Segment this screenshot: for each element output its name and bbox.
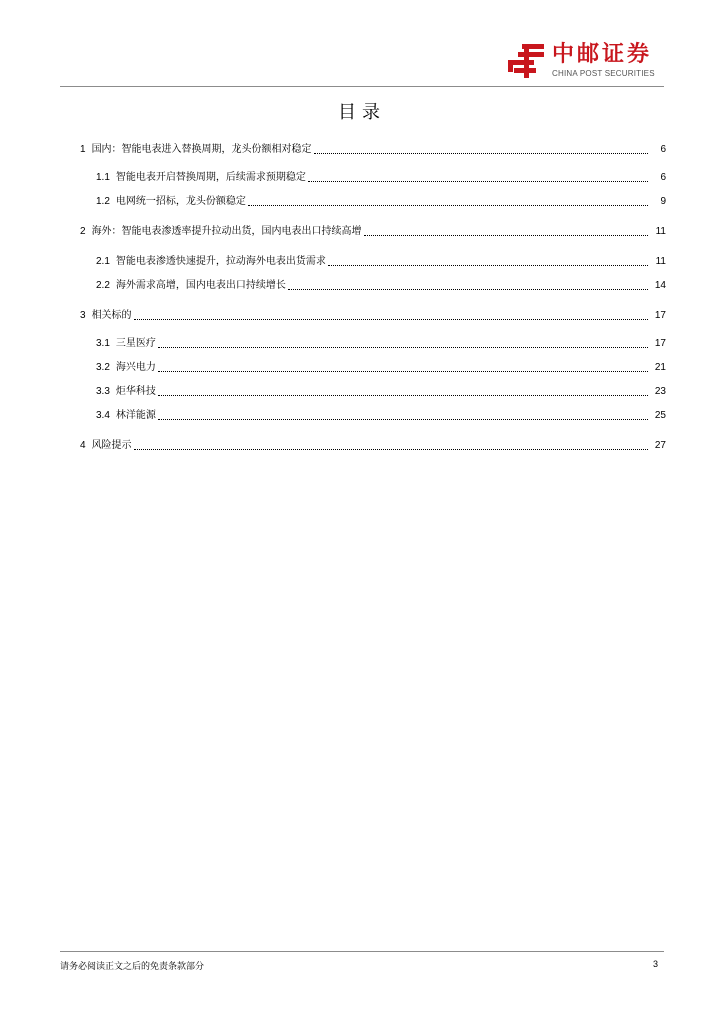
toc-entry[interactable] bbox=[80, 223, 666, 239]
toc-entry-page: 9 bbox=[660, 196, 666, 207]
toc-entry-number: 3.4 bbox=[96, 410, 110, 421]
toc-leader-dots bbox=[158, 394, 648, 396]
toc-entry[interactable] bbox=[96, 383, 666, 399]
toc-entry-number: 1.2 bbox=[96, 196, 110, 207]
toc-entry-number: 3.3 bbox=[96, 386, 110, 397]
page-number: 3 bbox=[652, 959, 658, 969]
toc-leader-dots bbox=[308, 180, 648, 182]
toc-entry-page: 17 bbox=[654, 310, 666, 321]
toc-entry-page: 17 bbox=[654, 338, 666, 349]
toc-title: 目录 bbox=[338, 102, 386, 123]
toc-entry-number: 3.2 bbox=[96, 362, 110, 373]
toc-entry[interactable] bbox=[96, 193, 666, 209]
toc-entry[interactable] bbox=[96, 359, 666, 375]
toc-entry[interactable] bbox=[96, 335, 666, 351]
toc-entry-title: 海兴电力 bbox=[115, 362, 156, 373]
toc-entry-page: 14 bbox=[654, 280, 666, 291]
toc-entry-number: 2.2 bbox=[96, 280, 110, 291]
toc-entry[interactable] bbox=[96, 277, 666, 293]
toc-entry-title: 海外需求高增，国内电表出口持续增长 bbox=[115, 280, 286, 291]
toc-entry-title: 林洋能源 bbox=[115, 410, 156, 421]
toc-entry-page: 23 bbox=[654, 386, 666, 397]
toc-entry[interactable] bbox=[80, 307, 666, 323]
disclaimer-note: 请务必阅读正文之后的免责条款部分 bbox=[60, 962, 205, 972]
toc-entry-title: 智能电表渗透快速提升，拉动海外电表出货需求 bbox=[115, 256, 326, 267]
toc-leader-dots bbox=[248, 204, 648, 206]
toc-entry-page: 6 bbox=[660, 144, 666, 155]
toc-entry-number: 3 bbox=[80, 310, 86, 321]
toc-entry-title: 国内：智能电表进入替换周期，龙头份额相对稳定 bbox=[91, 144, 312, 155]
toc-entry-page: 21 bbox=[654, 362, 666, 373]
toc-entry-title: 三星医疗 bbox=[115, 338, 156, 349]
toc-leader-dots bbox=[328, 264, 648, 266]
toc-leader-dots bbox=[158, 370, 648, 372]
toc-entry-title: 风险提示 bbox=[91, 440, 132, 451]
china-post-logo-icon bbox=[508, 44, 546, 78]
toc-entry-page: 6 bbox=[660, 172, 666, 183]
toc-entry-title: 电网统一招标，龙头份额稳定 bbox=[115, 196, 246, 207]
page-header bbox=[60, 0, 664, 87]
toc-entry[interactable] bbox=[80, 437, 666, 453]
toc-entry-title: 智能电表开启替换周期，后续需求预期稳定 bbox=[115, 172, 306, 183]
toc-entry[interactable] bbox=[96, 169, 666, 185]
toc-entry-page: 27 bbox=[654, 440, 666, 451]
toc-entry[interactable] bbox=[80, 141, 666, 157]
toc-leader-dots bbox=[158, 346, 648, 348]
toc-entry-page: 11 bbox=[655, 226, 666, 237]
company-logo bbox=[508, 42, 664, 82]
toc-entry-title: 相关标的 bbox=[91, 310, 132, 321]
logo-chinese-name: 中邮证券 bbox=[552, 42, 653, 67]
toc-entry-title: 炬华科技 bbox=[115, 386, 156, 397]
logo-english-name: CHINA POST SECURITIES bbox=[552, 69, 655, 78]
toc-entry-number: 4 bbox=[80, 440, 86, 451]
toc-entry-title: 海外：智能电表渗透率提升拉动出货，国内电表出口持续高增 bbox=[91, 226, 362, 237]
toc-entry-number: 1 bbox=[80, 144, 86, 155]
toc-leader-dots bbox=[314, 152, 648, 154]
toc-entry-number: 2.1 bbox=[96, 256, 110, 267]
toc-entry-page: 11 bbox=[655, 256, 666, 267]
toc-leader-dots bbox=[288, 288, 648, 290]
toc-leader-dots bbox=[134, 448, 648, 450]
toc-leader-dots bbox=[134, 318, 648, 320]
toc-entry[interactable] bbox=[96, 407, 666, 423]
toc-entry-number: 1.1 bbox=[96, 172, 110, 183]
toc-leader-dots bbox=[158, 418, 648, 420]
toc-entry-number: 2 bbox=[80, 226, 86, 237]
toc-leader-dots bbox=[364, 234, 648, 236]
toc-entry-page: 25 bbox=[654, 410, 666, 421]
toc-entry-number: 3.1 bbox=[96, 338, 110, 349]
page-footer bbox=[60, 951, 664, 972]
toc-entry[interactable] bbox=[96, 253, 666, 269]
